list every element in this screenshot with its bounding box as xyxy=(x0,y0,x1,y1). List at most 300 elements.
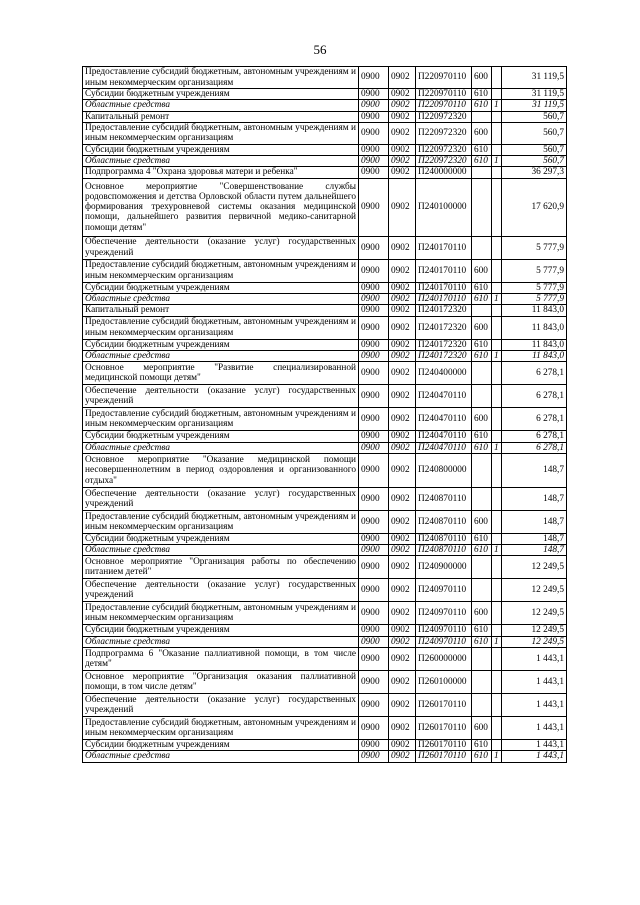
funding-source xyxy=(492,89,502,100)
funding-source: 1 xyxy=(492,294,502,305)
row-name: Областные средства xyxy=(83,442,359,453)
expense-type-code: 600 xyxy=(472,408,492,431)
table-row xyxy=(83,751,567,762)
amount: 5 777,9 xyxy=(502,236,567,259)
row-name: Подпрограмма 4 "Охрана здоровья матери и ребенка" xyxy=(83,167,359,178)
ministry-code: 0900 xyxy=(359,178,389,236)
table-row xyxy=(83,487,567,510)
funding-source xyxy=(492,556,502,579)
expense-type-code xyxy=(472,579,492,602)
expense-type-code: 610 xyxy=(472,636,492,647)
section-code: 0902 xyxy=(389,316,416,339)
ministry-code: 0900 xyxy=(359,67,389,89)
row-name: Предоставление субсидий бюджетным, автономным учреждениям и иным некоммерческим организациям xyxy=(83,717,359,740)
amount: 12 249,5 xyxy=(502,556,567,579)
row-name: Предоставление субсидий бюджетным, автономным учреждениям и иным некоммерческим организациям xyxy=(83,316,359,339)
funding-source: 1 xyxy=(492,100,502,111)
amount: 5 777,9 xyxy=(502,294,567,305)
ministry-code: 0900 xyxy=(359,316,389,339)
ministry-code: 0900 xyxy=(359,717,389,740)
funding-source: 1 xyxy=(492,636,502,647)
expense-type-code xyxy=(472,362,492,385)
row-name: Обеспечение деятельности (оказание услуг) государственных учреждений xyxy=(83,579,359,602)
section-code: 0902 xyxy=(389,740,416,751)
target-article-code: П260100000 xyxy=(416,671,472,694)
amount: 11 843,0 xyxy=(502,339,567,350)
ministry-code: 0900 xyxy=(359,294,389,305)
expense-type-code xyxy=(472,694,492,717)
row-name: Основное мероприятие "Организация оказания паллиативной помощи, в том числе детям" xyxy=(83,671,359,694)
table-row xyxy=(83,67,567,89)
row-name: Субсидии бюджетным учреждениям xyxy=(83,89,359,100)
funding-source xyxy=(492,510,502,533)
target-article-code: П220972320 xyxy=(416,144,472,155)
target-article-code: П240800000 xyxy=(416,453,472,487)
funding-source: 1 xyxy=(492,442,502,453)
row-name: Обеспечение деятельности (оказание услуг) государственных учреждений xyxy=(83,487,359,510)
target-article-code: П220970110 xyxy=(416,89,472,100)
target-article-code: П240170110 xyxy=(416,259,472,282)
expense-type-code: 610 xyxy=(472,350,492,361)
row-name: Областные средства xyxy=(83,350,359,361)
target-article-code: П240870110 xyxy=(416,487,472,510)
funding-source xyxy=(492,431,502,442)
amount: 148,7 xyxy=(502,453,567,487)
page-number: 56 xyxy=(313,42,327,57)
section-code: 0902 xyxy=(389,671,416,694)
target-article-code: П240970110 xyxy=(416,602,472,625)
table-row xyxy=(83,89,567,100)
section-code: 0902 xyxy=(389,67,416,89)
section-code: 0902 xyxy=(389,442,416,453)
expense-type-code: 610 xyxy=(472,89,492,100)
funding-source: 1 xyxy=(492,156,502,167)
table-row xyxy=(83,144,567,155)
table-row xyxy=(83,533,567,544)
amount: 6 278,1 xyxy=(502,442,567,453)
funding-source xyxy=(492,305,502,316)
table-row xyxy=(83,431,567,442)
expense-type-code: 610 xyxy=(472,751,492,762)
ministry-code: 0900 xyxy=(359,236,389,259)
section-code: 0902 xyxy=(389,178,416,236)
expense-type-code xyxy=(472,236,492,259)
expense-type-code: 610 xyxy=(472,431,492,442)
table-row xyxy=(83,636,567,647)
target-article-code: П240100000 xyxy=(416,178,472,236)
amount: 1 443,1 xyxy=(502,740,567,751)
section-code: 0902 xyxy=(389,89,416,100)
target-article-code: П220972320 xyxy=(416,122,472,144)
expense-type-code: 610 xyxy=(472,442,492,453)
target-article-code: П240970110 xyxy=(416,636,472,647)
target-article-code: П220972320 xyxy=(416,156,472,167)
funding-source xyxy=(492,362,502,385)
row-name: Предоставление субсидий бюджетным, автономным учреждениям и иным некоммерческим организациям xyxy=(83,122,359,144)
budget-table xyxy=(82,66,567,763)
ministry-code: 0900 xyxy=(359,487,389,510)
amount: 560,7 xyxy=(502,111,567,122)
funding-source xyxy=(492,648,502,671)
expense-type-code xyxy=(472,487,492,510)
expense-type-code: 600 xyxy=(472,602,492,625)
section-code: 0902 xyxy=(389,556,416,579)
amount: 1 443,1 xyxy=(502,751,567,762)
amount: 36 297,3 xyxy=(502,167,567,178)
section-code: 0902 xyxy=(389,350,416,361)
section-code: 0902 xyxy=(389,167,416,178)
funding-source xyxy=(492,602,502,625)
ministry-code: 0900 xyxy=(359,111,389,122)
target-article-code: П240400000 xyxy=(416,362,472,385)
funding-source: 1 xyxy=(492,350,502,361)
section-code: 0902 xyxy=(389,636,416,647)
ministry-code: 0900 xyxy=(359,362,389,385)
funding-source xyxy=(492,453,502,487)
section-code: 0902 xyxy=(389,694,416,717)
ministry-code: 0900 xyxy=(359,350,389,361)
table-row xyxy=(83,339,567,350)
expense-type-code: 610 xyxy=(472,294,492,305)
amount: 1 443,1 xyxy=(502,717,567,740)
table-row xyxy=(83,178,567,236)
target-article-code: П240470110 xyxy=(416,408,472,431)
amount: 5 777,9 xyxy=(502,259,567,282)
amount: 31 119,5 xyxy=(502,67,567,89)
funding-source xyxy=(492,625,502,636)
row-name: Подпрограмма 6 "Оказание паллиативной помощи, в том числе детям" xyxy=(83,648,359,671)
table-row xyxy=(83,156,567,167)
ministry-code: 0900 xyxy=(359,751,389,762)
ministry-code: 0900 xyxy=(359,453,389,487)
ministry-code: 0900 xyxy=(359,579,389,602)
section-code: 0902 xyxy=(389,625,416,636)
funding-source: 1 xyxy=(492,751,502,762)
table-row xyxy=(83,362,567,385)
funding-source xyxy=(492,740,502,751)
funding-source xyxy=(492,339,502,350)
target-article-code: П240172320 xyxy=(416,305,472,316)
expense-type-code: 610 xyxy=(472,339,492,350)
amount: 12 249,5 xyxy=(502,602,567,625)
ministry-code: 0900 xyxy=(359,694,389,717)
section-code: 0902 xyxy=(389,533,416,544)
amount: 12 249,5 xyxy=(502,636,567,647)
target-article-code: П220972320 xyxy=(416,111,472,122)
amount: 560,7 xyxy=(502,144,567,155)
funding-source xyxy=(492,111,502,122)
target-article-code: П240000000 xyxy=(416,167,472,178)
amount: 1 443,1 xyxy=(502,694,567,717)
expense-type-code: 610 xyxy=(472,545,492,556)
expense-type-code: 600 xyxy=(472,316,492,339)
target-article-code: П260170110 xyxy=(416,751,472,762)
target-article-code: П240470110 xyxy=(416,442,472,453)
ministry-code: 0900 xyxy=(359,408,389,431)
row-name: Капитальный ремонт xyxy=(83,111,359,122)
target-article-code: П260170110 xyxy=(416,717,472,740)
table-row xyxy=(83,111,567,122)
expense-type-code xyxy=(472,671,492,694)
target-article-code: П240870110 xyxy=(416,510,472,533)
section-code: 0902 xyxy=(389,431,416,442)
amount: 5 777,9 xyxy=(502,282,567,293)
expense-type-code: 600 xyxy=(472,717,492,740)
expense-type-code xyxy=(472,556,492,579)
row-name: Субсидии бюджетным учреждениям xyxy=(83,339,359,350)
target-article-code: П240470110 xyxy=(416,385,472,408)
table-row xyxy=(83,510,567,533)
table-row xyxy=(83,282,567,293)
expense-type-code xyxy=(472,111,492,122)
section-code: 0902 xyxy=(389,236,416,259)
section-code: 0902 xyxy=(389,144,416,155)
target-article-code: П240172320 xyxy=(416,350,472,361)
budget-table-body xyxy=(83,67,567,763)
target-article-code: П240970110 xyxy=(416,625,472,636)
funding-source xyxy=(492,167,502,178)
table-row xyxy=(83,122,567,144)
ministry-code: 0900 xyxy=(359,442,389,453)
row-name: Обеспечение деятельности (оказание услуг) государственных учреждений xyxy=(83,694,359,717)
section-code: 0902 xyxy=(389,111,416,122)
amount: 148,7 xyxy=(502,533,567,544)
table-row xyxy=(83,740,567,751)
expense-type-code xyxy=(472,178,492,236)
section-code: 0902 xyxy=(389,339,416,350)
row-name: Областные средства xyxy=(83,636,359,647)
table-row xyxy=(83,648,567,671)
row-name: Основное мероприятие "Оказание медицинской помощи несовершеннолетним в период оздоровления и организованного отдыха" xyxy=(83,453,359,487)
funding-source xyxy=(492,144,502,155)
target-article-code: П260000000 xyxy=(416,648,472,671)
amount: 12 249,5 xyxy=(502,625,567,636)
ministry-code: 0900 xyxy=(359,144,389,155)
expense-type-code xyxy=(472,648,492,671)
funding-source xyxy=(492,178,502,236)
table-row xyxy=(83,350,567,361)
table-row xyxy=(83,556,567,579)
expense-type-code: 610 xyxy=(472,625,492,636)
table-row xyxy=(83,717,567,740)
expense-type-code: 610 xyxy=(472,533,492,544)
row-name: Субсидии бюджетным учреждениям xyxy=(83,533,359,544)
table-row xyxy=(83,545,567,556)
section-code: 0902 xyxy=(389,602,416,625)
target-article-code: П240172320 xyxy=(416,316,472,339)
amount: 1 443,1 xyxy=(502,648,567,671)
expense-type-code: 610 xyxy=(472,282,492,293)
amount: 6 278,1 xyxy=(502,362,567,385)
ministry-code: 0900 xyxy=(359,100,389,111)
target-article-code: П260170110 xyxy=(416,694,472,717)
section-code: 0902 xyxy=(389,717,416,740)
expense-type-code xyxy=(472,385,492,408)
ministry-code: 0900 xyxy=(359,740,389,751)
expense-type-code xyxy=(472,167,492,178)
table-row xyxy=(83,259,567,282)
section-code: 0902 xyxy=(389,751,416,762)
amount: 6 278,1 xyxy=(502,431,567,442)
row-name: Субсидии бюджетным учреждениям xyxy=(83,740,359,751)
row-name: Субсидии бюджетным учреждениям xyxy=(83,431,359,442)
funding-source xyxy=(492,579,502,602)
ministry-code: 0900 xyxy=(359,602,389,625)
target-article-code: П240870110 xyxy=(416,533,472,544)
amount: 31 119,5 xyxy=(502,89,567,100)
amount: 1 443,1 xyxy=(502,671,567,694)
table-row xyxy=(83,236,567,259)
ministry-code: 0900 xyxy=(359,533,389,544)
row-name: Областные средства xyxy=(83,100,359,111)
funding-source xyxy=(492,717,502,740)
section-code: 0902 xyxy=(389,487,416,510)
row-name: Капитальный ремонт xyxy=(83,305,359,316)
row-name: Предоставление субсидий бюджетным, автономным учреждениям и иным некоммерческим организациям xyxy=(83,67,359,89)
section-code: 0902 xyxy=(389,305,416,316)
section-code: 0902 xyxy=(389,362,416,385)
ministry-code: 0900 xyxy=(359,156,389,167)
expense-type-code: 610 xyxy=(472,100,492,111)
target-article-code: П240170110 xyxy=(416,236,472,259)
row-name: Основное мероприятие "Совершенствование службы родовспоможения и детства Орловской области путем дальнейшего формирования трехуровневой системы оказания медицинской помощи, дальнейшего развития первичной медико-санитарной помощи детям" xyxy=(83,178,359,236)
funding-source xyxy=(492,671,502,694)
row-name: Субсидии бюджетным учреждениям xyxy=(83,144,359,155)
section-code: 0902 xyxy=(389,156,416,167)
expense-type-code: 610 xyxy=(472,740,492,751)
ministry-code: 0900 xyxy=(359,385,389,408)
section-code: 0902 xyxy=(389,545,416,556)
expense-type-code xyxy=(472,305,492,316)
table-row xyxy=(83,602,567,625)
amount: 17 620,9 xyxy=(502,178,567,236)
ministry-code: 0900 xyxy=(359,89,389,100)
expense-type-code: 600 xyxy=(472,67,492,89)
row-name: Предоставление субсидий бюджетным, автономным учреждениям и иным некоммерческим организациям xyxy=(83,602,359,625)
target-article-code: П240970110 xyxy=(416,579,472,602)
target-article-code: П240470110 xyxy=(416,431,472,442)
ministry-code: 0900 xyxy=(359,305,389,316)
row-name: Основное мероприятие "Организация работы по обеспечению питанием детей" xyxy=(83,556,359,579)
section-code: 0902 xyxy=(389,408,416,431)
section-code: 0902 xyxy=(389,579,416,602)
row-name: Субсидии бюджетным учреждениям xyxy=(83,282,359,293)
expense-type-code: 600 xyxy=(472,259,492,282)
table-row xyxy=(83,316,567,339)
target-article-code: П240900000 xyxy=(416,556,472,579)
table-row xyxy=(83,442,567,453)
table-row xyxy=(83,408,567,431)
row-name: Обеспечение деятельности (оказание услуг) государственных учреждений xyxy=(83,385,359,408)
table-row xyxy=(83,453,567,487)
amount: 148,7 xyxy=(502,487,567,510)
table-row xyxy=(83,694,567,717)
table-row xyxy=(83,167,567,178)
section-code: 0902 xyxy=(389,294,416,305)
section-code: 0902 xyxy=(389,122,416,144)
amount: 11 843,0 xyxy=(502,305,567,316)
ministry-code: 0900 xyxy=(359,648,389,671)
table-row xyxy=(83,100,567,111)
table-row xyxy=(83,385,567,408)
ministry-code: 0900 xyxy=(359,510,389,533)
expense-type-code: 600 xyxy=(472,510,492,533)
funding-source xyxy=(492,408,502,431)
ministry-code: 0900 xyxy=(359,556,389,579)
funding-source: 1 xyxy=(492,545,502,556)
funding-source xyxy=(492,316,502,339)
ministry-code: 0900 xyxy=(359,671,389,694)
funding-source xyxy=(492,694,502,717)
section-code: 0902 xyxy=(389,453,416,487)
row-name: Областные средства xyxy=(83,156,359,167)
funding-source xyxy=(492,533,502,544)
ministry-code: 0900 xyxy=(359,282,389,293)
funding-source xyxy=(492,236,502,259)
funding-source xyxy=(492,385,502,408)
target-article-code: П240870110 xyxy=(416,545,472,556)
section-code: 0902 xyxy=(389,100,416,111)
row-name: Предоставление субсидий бюджетным, автономным учреждениям и иным некоммерческим организациям xyxy=(83,259,359,282)
section-code: 0902 xyxy=(389,259,416,282)
funding-source xyxy=(492,259,502,282)
target-article-code: П220970110 xyxy=(416,100,472,111)
amount: 560,7 xyxy=(502,156,567,167)
funding-source xyxy=(492,487,502,510)
ministry-code: 0900 xyxy=(359,122,389,144)
table-row xyxy=(83,305,567,316)
ministry-code: 0900 xyxy=(359,167,389,178)
row-name: Субсидии бюджетным учреждениям xyxy=(83,625,359,636)
expense-type-code xyxy=(472,453,492,487)
funding-source xyxy=(492,122,502,144)
table-row xyxy=(83,294,567,305)
row-name: Областные средства xyxy=(83,545,359,556)
ministry-code: 0900 xyxy=(359,625,389,636)
expense-type-code: 610 xyxy=(472,144,492,155)
row-name: Областные средства xyxy=(83,294,359,305)
amount: 6 278,1 xyxy=(502,385,567,408)
target-article-code: П240170110 xyxy=(416,282,472,293)
amount: 12 249,5 xyxy=(502,579,567,602)
amount: 560,7 xyxy=(502,122,567,144)
amount: 11 843,0 xyxy=(502,316,567,339)
section-code: 0902 xyxy=(389,282,416,293)
row-name: Предоставление субсидий бюджетным, автономным учреждениям и иным некоммерческим организациям xyxy=(83,408,359,431)
section-code: 0902 xyxy=(389,385,416,408)
row-name: Предоставление субсидий бюджетным, автономным учреждениям и иным некоммерческим организациям xyxy=(83,510,359,533)
ministry-code: 0900 xyxy=(359,545,389,556)
row-name: Основное мероприятие "Развитие специализированной медицинской помощи детям" xyxy=(83,362,359,385)
target-article-code: П240170110 xyxy=(416,294,472,305)
funding-source xyxy=(492,282,502,293)
target-article-code: П220970110 xyxy=(416,67,472,89)
ministry-code: 0900 xyxy=(359,636,389,647)
target-article-code: П260170110 xyxy=(416,740,472,751)
funding-source xyxy=(492,67,502,89)
amount: 148,7 xyxy=(502,510,567,533)
target-article-code: П240172320 xyxy=(416,339,472,350)
amount: 148,7 xyxy=(502,545,567,556)
section-code: 0902 xyxy=(389,648,416,671)
ministry-code: 0900 xyxy=(359,339,389,350)
ministry-code: 0900 xyxy=(359,431,389,442)
amount: 6 278,1 xyxy=(502,408,567,431)
row-name: Обеспечение деятельности (оказание услуг) государственных учреждений xyxy=(83,236,359,259)
table-row xyxy=(83,671,567,694)
ministry-code: 0900 xyxy=(359,259,389,282)
expense-type-code: 600 xyxy=(472,122,492,144)
